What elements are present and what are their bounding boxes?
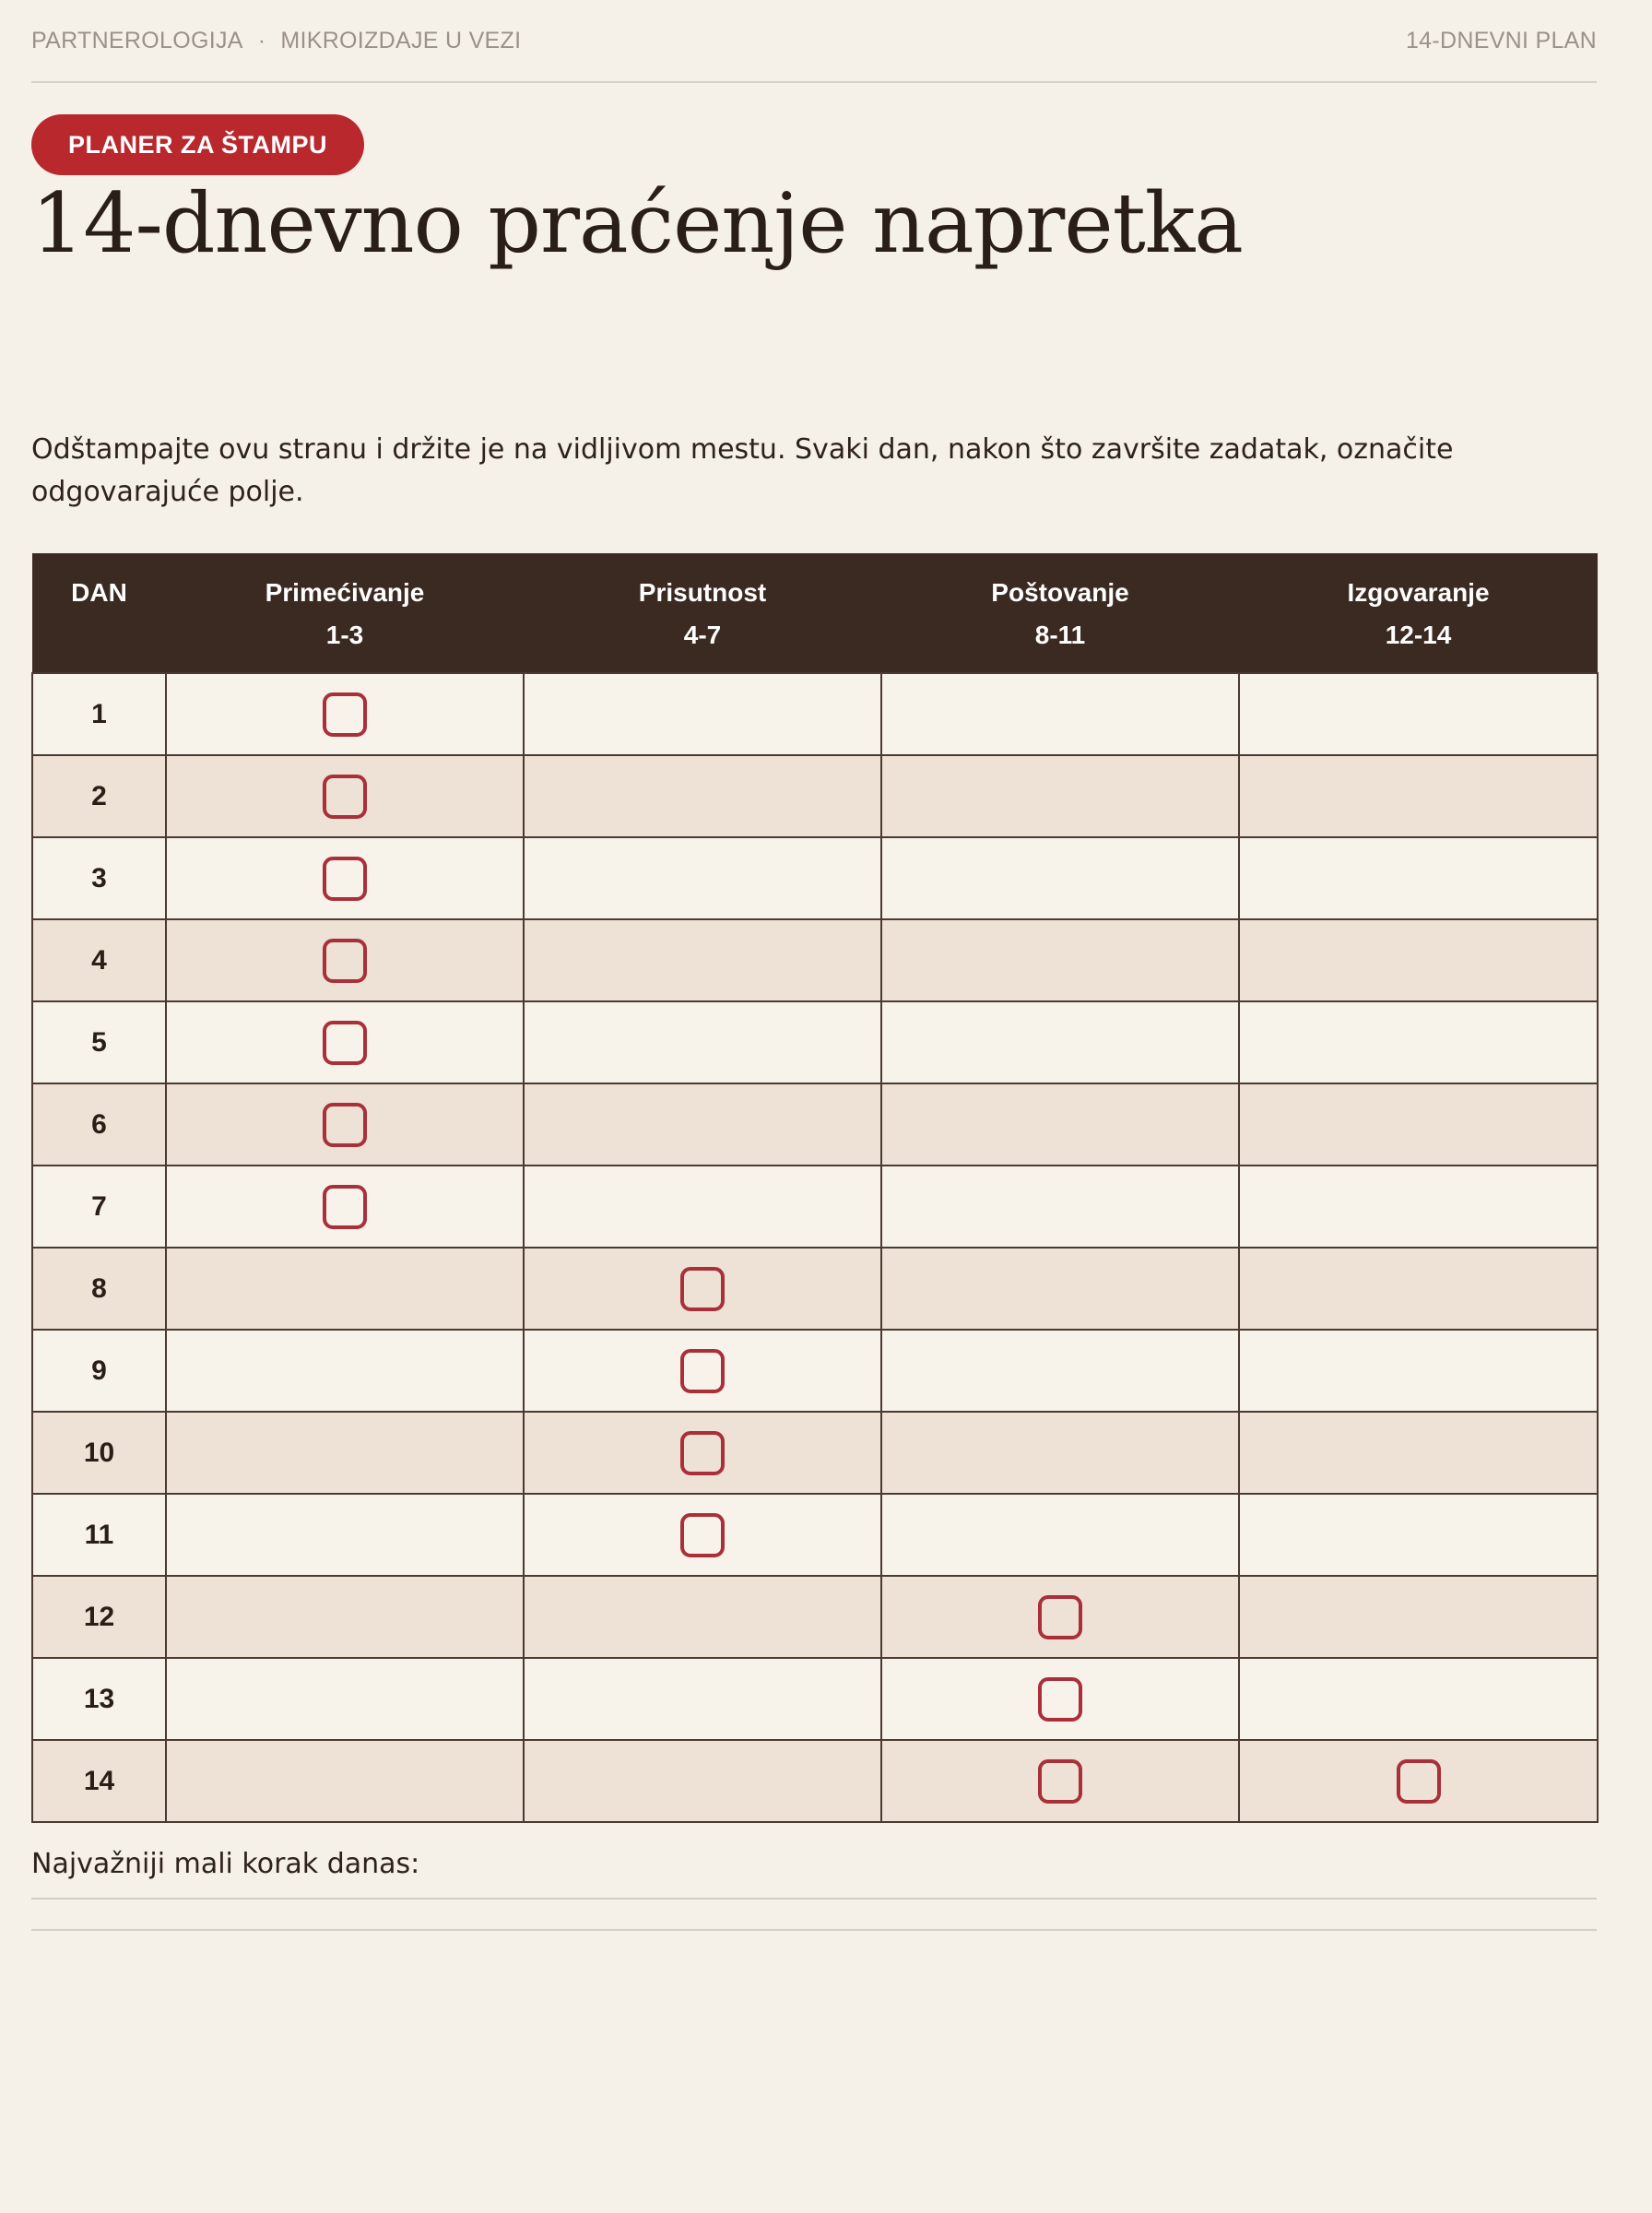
intro-text: Odštampajte ovu stranu i držite je na vidljivom mestu. Svaki dan, nakon što završite zadatak, označite odgovarajuće polje. xyxy=(31,433,1454,508)
table-cell xyxy=(881,919,1239,1001)
checkbox[interactable] xyxy=(680,1349,725,1393)
checkbox[interactable] xyxy=(323,939,367,983)
table-cell xyxy=(166,1494,524,1576)
checkbox[interactable] xyxy=(680,1431,725,1475)
table-cell xyxy=(524,1576,881,1658)
brand-label: PARTNEROLOGIJA xyxy=(31,27,243,53)
checkbox[interactable] xyxy=(323,692,367,737)
day-number: 9 xyxy=(32,1330,166,1412)
table-cell xyxy=(166,1658,524,1740)
table-cell xyxy=(524,1248,881,1330)
checkbox[interactable] xyxy=(1038,1677,1082,1722)
column-header-label: Poštovanje xyxy=(991,578,1129,607)
table-cell xyxy=(881,1001,1239,1083)
table-cell xyxy=(166,1740,524,1822)
table-cell xyxy=(524,673,881,755)
day-number: 12 xyxy=(32,1576,166,1658)
table-cell xyxy=(166,919,524,1001)
column-header-range: 12-14 xyxy=(1385,621,1452,649)
checkbox[interactable] xyxy=(323,1103,367,1147)
table-row xyxy=(32,673,1598,755)
daily-step-label: Najvažniji mali korak danas: xyxy=(31,1848,420,1880)
table-cell xyxy=(881,755,1239,837)
table-header-row xyxy=(32,553,1598,673)
table-row xyxy=(32,1001,1598,1083)
page-title: 14-dnevno praćenje napretka xyxy=(31,175,1243,272)
table-row xyxy=(32,837,1598,919)
table-cell xyxy=(1239,1494,1598,1576)
day-number: 6 xyxy=(32,1083,166,1166)
table-cell xyxy=(166,1330,524,1412)
checkbox[interactable] xyxy=(323,1021,367,1065)
table-cell xyxy=(524,755,881,837)
table-cell xyxy=(166,837,524,919)
checkbox[interactable] xyxy=(1038,1759,1082,1804)
column-header-speaking xyxy=(1239,553,1598,673)
day-number: 13 xyxy=(32,1658,166,1740)
day-number: 3 xyxy=(32,837,166,919)
table-cell xyxy=(524,1412,881,1494)
table-cell xyxy=(881,1412,1239,1494)
day-number: 5 xyxy=(32,1001,166,1083)
progress-table xyxy=(31,553,1599,1823)
column-header-range: 4-7 xyxy=(683,621,722,649)
column-header-range: 1-3 xyxy=(325,621,364,649)
checkbox[interactable] xyxy=(1038,1595,1082,1639)
table-cell xyxy=(524,1001,881,1083)
table-cell xyxy=(881,1248,1239,1330)
table-cell xyxy=(524,1494,881,1576)
column-header-noticing xyxy=(166,553,524,673)
table-cell xyxy=(881,1576,1239,1658)
table-cell xyxy=(166,1576,524,1658)
day-number: 4 xyxy=(32,919,166,1001)
table-row xyxy=(32,1166,1598,1248)
table-cell xyxy=(881,1330,1239,1412)
table-cell xyxy=(524,1166,881,1248)
table-cell xyxy=(1239,1330,1598,1412)
checkbox[interactable] xyxy=(680,1267,725,1311)
table-cell xyxy=(1239,1248,1598,1330)
top-bar xyxy=(31,0,1597,83)
day-number: 11 xyxy=(32,1494,166,1576)
table-cell xyxy=(881,1494,1239,1576)
table-cell xyxy=(1239,1412,1598,1494)
table-cell xyxy=(166,755,524,837)
checkbox[interactable] xyxy=(323,857,367,901)
table-cell xyxy=(166,1001,524,1083)
column-header-label: Prisutnost xyxy=(638,578,767,607)
section-label: MIKROIZDAJE U VEZI xyxy=(280,27,522,53)
table-cell xyxy=(1239,1576,1598,1658)
column-header-label: Izgovaranje xyxy=(1347,578,1490,607)
day-number: 8 xyxy=(32,1248,166,1330)
table-cell xyxy=(881,1658,1239,1740)
table-cell xyxy=(881,1166,1239,1248)
table-cell xyxy=(881,837,1239,919)
table-cell xyxy=(166,1166,524,1248)
table-row xyxy=(32,1330,1598,1412)
table-cell xyxy=(1239,1001,1598,1083)
table-cell xyxy=(881,1083,1239,1166)
day-number: 10 xyxy=(32,1412,166,1494)
table-row xyxy=(32,1658,1598,1740)
table-cell xyxy=(166,1248,524,1330)
table-row xyxy=(32,1740,1598,1822)
table-row xyxy=(32,1083,1598,1166)
column-header-range: 8-11 xyxy=(1034,621,1086,649)
table-body xyxy=(32,673,1598,1822)
table-cell xyxy=(166,1412,524,1494)
checkbox[interactable] xyxy=(680,1513,725,1557)
table-row xyxy=(32,755,1598,837)
writing-line xyxy=(31,1929,1597,1931)
plan-label: 14-DNEVNI PLAN xyxy=(1405,27,1597,53)
table-cell xyxy=(524,837,881,919)
table-cell xyxy=(1239,673,1598,755)
table-cell xyxy=(524,1330,881,1412)
checkbox[interactable] xyxy=(1397,1759,1441,1804)
checkbox[interactable] xyxy=(323,1185,367,1229)
table-cell xyxy=(1239,919,1598,1001)
table-cell xyxy=(1239,1083,1598,1166)
table-cell xyxy=(1239,837,1598,919)
table-cell xyxy=(166,673,524,755)
table-cell xyxy=(1239,1740,1598,1822)
column-header-respect xyxy=(881,553,1239,673)
table-row xyxy=(32,1494,1598,1576)
checkbox[interactable] xyxy=(323,775,367,819)
column-header-label: DAN xyxy=(71,578,127,607)
print-planner-badge: PLANER ZA ŠTAMPU xyxy=(31,114,364,175)
day-number: 1 xyxy=(32,673,166,755)
table-cell xyxy=(1239,1166,1598,1248)
table-row xyxy=(32,1412,1598,1494)
table-cell xyxy=(524,1658,881,1740)
table-cell xyxy=(166,1083,524,1166)
table-cell xyxy=(524,1083,881,1166)
table-row xyxy=(32,1248,1598,1330)
column-header-presence xyxy=(524,553,881,673)
day-number: 7 xyxy=(32,1166,166,1248)
table-cell xyxy=(881,1740,1239,1822)
top-bar-left xyxy=(31,28,521,54)
table-row xyxy=(32,919,1598,1001)
header-separator: · xyxy=(257,27,266,53)
page xyxy=(31,0,1597,1880)
writing-line xyxy=(31,1898,1597,1899)
table-row xyxy=(32,1576,1598,1658)
table-cell xyxy=(1239,755,1598,837)
table-cell xyxy=(881,673,1239,755)
day-number: 14 xyxy=(32,1740,166,1822)
column-header-day xyxy=(32,553,166,673)
column-header-label: Primećivanje xyxy=(265,578,425,607)
table-cell xyxy=(1239,1658,1598,1740)
day-number: 2 xyxy=(32,755,166,837)
table-cell xyxy=(524,919,881,1001)
table-cell xyxy=(524,1740,881,1822)
